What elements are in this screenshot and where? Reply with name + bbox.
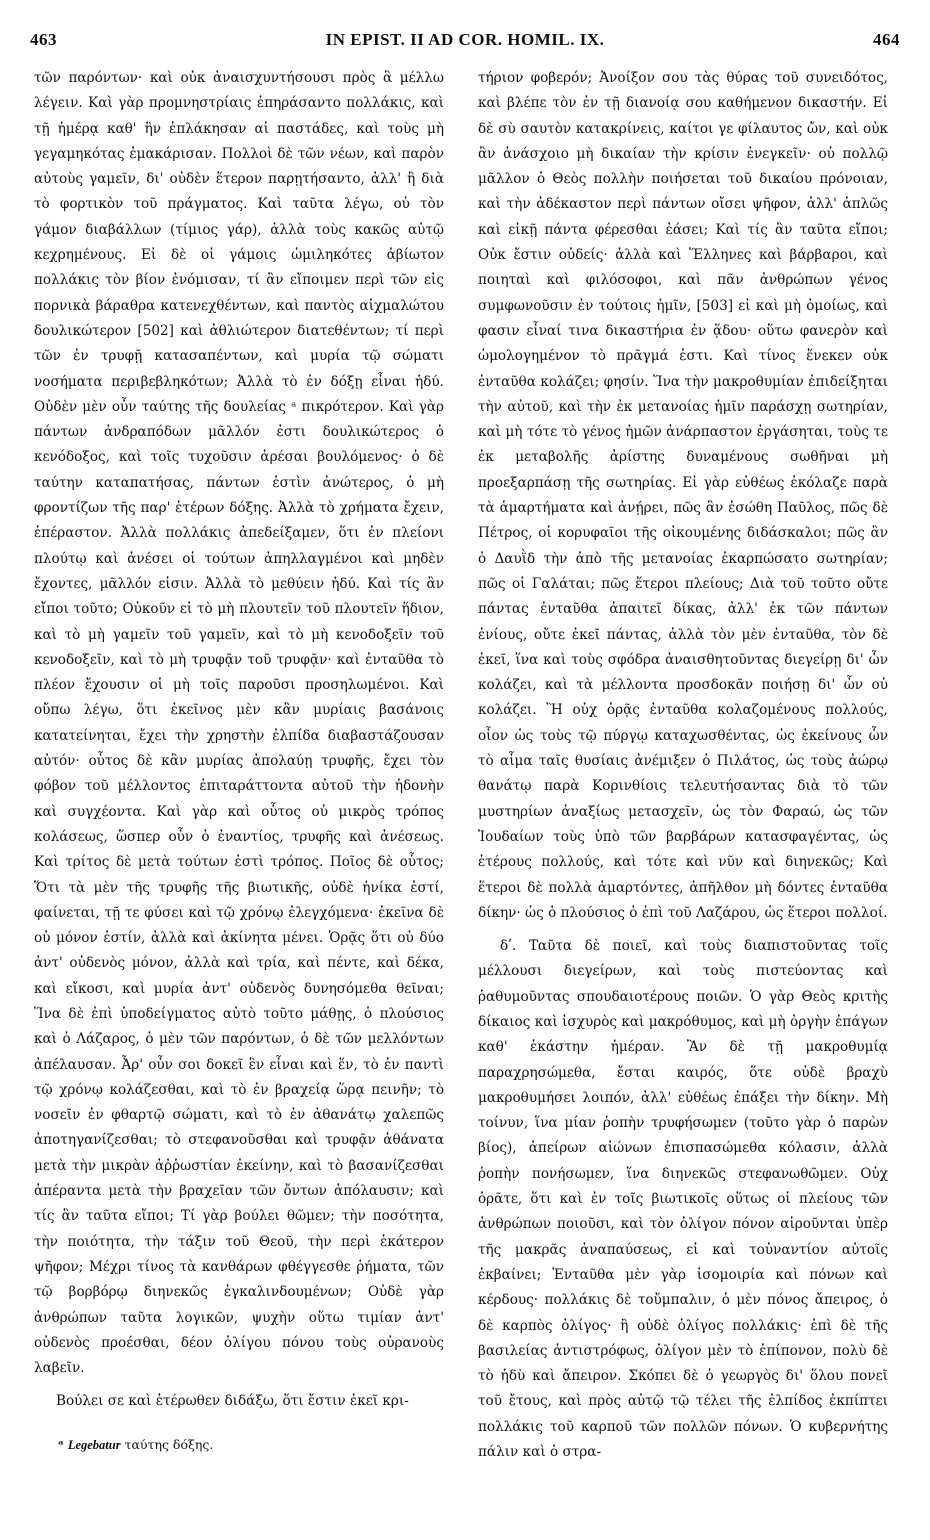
footnote-latin: Legebatur	[67, 1438, 121, 1452]
right-paragraph-1: τήριον φοβερόν; Ἀνοίξον σου τὰς θύρας τοῦ συνειδότος, καὶ βλέπε τὸν ἐν τῇ διανοίᾳ σου καθήμενον δικαστήν. Εἰ δὲ σὺ σαυτὸν κατακρίνεις, καίτοι γε φίλαυτος ὤν, καὶ οὐκ ἂν ἀνάσχοιο μὴ δικαίαν τὴν κρίσιν ἐνεγκεῖν· οὐ πολλῷ μᾶλλον ὁ Θεὸς πολλὴν ποιήσεται τοῦ δικαίου πρόνοιαν, καὶ τὴν ἀδέκαστον περὶ πάντων οἴσει ψῆφον, ἀλλ' ἁπλῶς καὶ εἰκῇ πάντα φέρεσθαι ἐάσει; Καὶ τίς ἂν ταῦτα εἴποι; Οὐκ ἔστιν οὐδείς· ἀλλὰ καὶ Ἕλληνες καὶ βάρβαροι, καὶ ποιηταὶ καὶ φιλόσοφοι, καὶ πᾶν ἀνθρώπων γένος συμφωνοῦσιν ἐν τούτοις ἡμῖν, [503] εἰ καὶ μὴ ὁμοίως, καὶ φασιν εἶναί τινα δικαστήρια ἐν ᾅδου· οὕτω φανερὸν καὶ ὡμολογημένον τὸ πρᾶγμά ἐστι. Καὶ τίνος ἕνεκεν οὐκ ἐνταῦθα κολάζει; φησίν. Ἵνα τὴν μακροθυμίαν ἐπιδείξηται τὴν αὐτοῦ, καὶ τὴν ἐκ μετανοίας ἡμῖν παράσχῃ σωτηρίαν, καὶ μὴ τότε τὸ γένος ἡμῶν ἀνάρπαστον ἐργάσηται, τοὺς τε ἐκ μεταβολῆς ἀρίστης δυναμένους σωθῆναι μὴ προεξαρπάσῃ τῆς σωτηρίας. Εἰ γὰρ εὐθέως ἐκόλαζε παρὰ τὰ ἁμαρτήματα καὶ ἀνῄρει, πῶς ἂν ἐσώθη Παῦλος, πῶς δὲ Πέτρος, οἱ κορυφαῖοι τῆς οἰκουμένης διδάσκαλοι; πῶς ἂν ὁ Δαυῒδ τὴν ἀπὸ τῆς μετανοίας ἐκαρπώσατο σωτηρίαν; πῶς οἱ Γαλάται; πῶς ἕτεροι πλείους; Διὰ τοῦ τοῦτο οὔτε πάντας ἐνταῦθα ἀπαιτεῖ δίκας, ἀλλ' ἐκ τῶν πάντων ἐνίους, οὔτε ἐκεῖ πάντας, ἀλλὰ τὸν μὲν ἐνταῦθα, τὸν δὲ ἐκεῖ, ἵνα καὶ τοὺς σφόδρα ἀναισθητοῦντας διεγείρῃ δι' ὧν κολάζει, καὶ τὰ μέλλοντα προσδοκᾶν ποιήσῃ δι' ὧν οὐ κολάζει. Ἢ οὐχ ὁρᾷς ἐνταῦθα κολαζομένους πολλούς, οἷον ὡς τοὺς τῷ πύργῳ καταχωσθέντας, ὡς ἐκείνους ὧν τὸ αἷμα ταῖς θυσίαις ἀνέμιξεν ὁ Πιλάτος, ὡς τοὺς ἀώρῳ θανάτῳ παρὰ Κορινθίοις τελευτήσαντας διὰ τὸ τῶν μυστηρίων ἀναξίως μετασχεῖν, ὡς τὸν Φαραώ, ὡς τῶν Ἰουδαίων τοὺς ὑπὸ τῶν βαρβάρων κατασφαγέντας, ὡς ἑτέρους πολλούς, καὶ τότε καὶ νῦν καὶ διηνεκῶς; Καὶ ἕτεροι δὲ πολλὰ ἁμαρτόντες, ἀπῆλθον μὴ δόντες ἐνταῦθα δίκην· ὡς ὁ πλούσιος ὁ ἐπὶ τοῦ Λαζάρου, ὡς ἕτεροι πολλοί.	[478, 70, 888, 921]
right-column	[478, 66, 888, 1465]
footnote	[58, 1436, 438, 1454]
page-number-right: 464	[873, 30, 900, 49]
right-paragraph-2: δʹ. Ταῦτα δὲ ποιεῖ, καὶ τοὺς διαπιστοῦντας τοῖς μέλλουσι διεγείρων, καὶ τοὺς πιστεύοντας καὶ ῥαθυμοῦντας σπουδαιοτέρους ποιῶν. Ὁ γὰρ Θεὸς κριτὴς δίκαιος καὶ ἰσχυρὸς καὶ μακρόθυμος, καὶ μὴ ὀργὴν ἐπάγων καθ' ἑκάστην ἡμέραν. Ἂν δὲ τῇ μακροθυμίᾳ παραχρησώμεθα, ἔσται καιρός, ὅτε οὐδὲ βραχὺ μακροθυμήσει λοιπόν, ἀλλ' εὐθέως ἐπάξει τὴν δίκην. Μὴ τοίνυν, ἵνα μίαν ῥοπὴν τρυφήσωμεν (τοῦτο γὰρ ὁ παρὼν βίος), ἀπείρων αἰώνων ἐπισπασώμεθα κόλασιν, ἀλλὰ ῥοπὴν πονήσωμεν, ἵνα διηνεκῶς στεφανωθῶμεν. Οὐχ ὁρᾶτε, ὅτι καὶ ἐν τοῖς βιωτικοῖς οὕτως οἱ πλείους τῶν ἀνθρώπων ποιοῦσι, καὶ τὸν ὀλίγον πόνον αἱροῦνται ὑπὲρ τῆς μακρᾶς ἀναπαύσεως, εἰ καὶ τοὐναντίον αὐτοῖς ἐκβαίνει; Ἐνταῦθα μὲν γὰρ ἰσομοιρία καὶ πόνων καὶ κέρδους· πολλάκις δὲ τοὔμπαλιν, ὁ μὲν πόνος ἄπειρος, ὁ δὲ καρπὸς ὀλίγος· ἢ οὐδὲ ὀλίγος πολλάκις· ἐπὶ δὲ τῆς βασιλείας ἀντιστρόφως, ὀλίγον μὲν τὸ ἐπίπονον, πολὺ δὲ τὸ ἡδὺ καὶ ἄπειρον. Σκόπει δὲ ὁ γεωργὸς δι' ὅλου πονεῖ τοῦ ἔτους, καὶ πρὸς αὐτῷ τῷ τέλει τῆς ἐλπίδος ἐκπίπτει πολλάκις τοῦ καρποῦ τῶν πολλῶν πόνων. Ὁ κυβερνήτης πάλιν καὶ ὁ στρα-	[478, 938, 888, 1461]
running-title: IN EPIST. II AD COR. HOMIL. IX.	[325, 30, 605, 49]
running-head	[30, 30, 900, 54]
footnote-mark: ᵃ	[58, 1437, 64, 1452]
page-number-left: 463	[30, 30, 57, 49]
left-column	[34, 66, 444, 1415]
footnote-greek: ταύτης δόξης.	[124, 1437, 214, 1452]
left-paragraph-2: Βούλει σε καὶ ἑτέρωθεν διδάξω, ὅτι ἔστιν ἐκεῖ κρι-	[56, 1393, 409, 1410]
left-paragraph-1: τῶν παρόντων· καὶ οὐκ ἀναισχυντήσουσι πρὸς ἃ μέλλω λέγειν. Καὶ γὰρ προμνηστρίαις ἐπηράσαντο πολλάκις, καὶ τῇ ἡμέρᾳ καθ' ἣν ἐπλάκησαν αἱ παστάδες, καὶ τοὺς μὴ γεγαμηκότας ἐμακάρισαν. Πολλοὶ δὲ τῶν νέων, καὶ παρὸν αὐτοὺς γαμεῖν, δι' οὐδὲν ἕτερον παρῃτήσαντο, ἀλλ' ἢ διὰ τὸ φορτικὸν τοῦ πράγματος. Καὶ ταῦτα λέγω, οὐ τὸν γάμον διαβάλλων (τίμιος γάρ), ἀλλὰ τοὺς κακῶς αὐτῷ κεχρημένους. Εἰ δὲ οἱ γάμοις ὡμιληκότες ἀβίωτον πολλάκις τὸν βίον ἐνόμισαν, τί ἂν εἴποιμεν περὶ τῶν εἰς πορνικὰ βάραθρα κατενεχθέντων, καὶ παντὸς αἰχμαλώτου δουλικώτερον [502] καὶ ἀθλιώτερον διατεθέντων; τί περὶ τῶν ἐν τρυφῇ κατασαπέντων, καὶ μυρία τῷ σώματι νοσήματα περιβεβληκότων; Ἀλλὰ τὸ ἐν δόξῃ εἶναι ἡδύ. Οὐδὲν μὲν οὖν ταύτης τῆς δουλείας ᵃ πικρότερον. Καὶ γὰρ πάντων ἀνδραπόδων μᾶλλόν ἐστι δουλικώτερος ὁ κενόδοξος, καὶ τοῖς τυχοῦσιν ἀρέσαι βουλόμενος· ὁ δὲ ταύτην καταπατήσας, πάντων ἐστὶν ἀνώτερος, ὁ μὴ φροντίζων τῆς παρ' ἑτέρων δόξης. Ἀλλὰ τὸ χρήματα ἔχειν, ἐπέραστον. Ἀλλὰ πολλάκις ἀπεδείξαμεν, ὅτι ἐν πλείονι πλούτῳ καὶ ἀνέσει οἱ τούτων ἀπηλλαγμένοι καὶ μηδὲν ἔχοντες, μᾶλλόν εἰσιν. Ἀλλὰ τὸ μεθύειν ἡδύ. Καὶ τίς ἂν εἴποι τοῦτο; Οὐκοῦν εἰ τὸ μὴ πλουτεῖν τοῦ πλουτεῖν ἥδιον, καὶ τὸ μὴ γαμεῖν τοῦ γαμεῖν, καὶ τὸ μὴ κενοδοξεῖν τοῦ κενοδοξεῖν, καὶ τὸ μὴ τρυφᾷν τοῦ τρυφᾷν· καὶ ἐνταῦθα τὸ πλέον ἔχουσιν οἱ μὴ τοῖς παροῦσι προσηλωμένοι. Καὶ οὔπω λέγω, ὅτι ἐκεῖνος μὲν κἂν μυρίαις βασάνοις κατατείνηται, ἔχει τὴν χρηστὴν ἐλπίδα διαβαστάζουσαν αὐτόν· οὗτος δὲ κἂν μυρίας ἀπολαύῃ τρυφῆς, ἔχει τὸν φόβον τοῦ μέλλοντος ἐπιταράττοντα αὐτοῦ τὴν ἡδονὴν καὶ συγχέοντα. Καὶ γὰρ καὶ οὗτος οὐ μικρὸς τρόπος κολάσεως, ὥσπερ οὖν ὁ ἐναντίος, τρυφῆς καὶ ἀνέσεως. Καὶ τρίτος δὲ μετὰ τούτων ἐστὶ τρόπος. Ποῖος δὲ οὗτος; Ὅτι τὰ μὲν τῆς τρυφῆς τῆς βιωτικῆς, οὐδὲ ἡνίκα ἐστί, φαίνεται, τῇ τε φύσει καὶ τῷ χρόνῳ ἐλεγχόμενα· ἐκεῖνα δὲ οὐ μόνον ἐστίν, ἀλλὰ καὶ ἀκίνητα μένει. Ὁρᾷς ὅτι οὐ δύο ἀντ' οὐδενὸς μόνον, ἀλλὰ καὶ τρία, καὶ πέντε, καὶ δέκα, καὶ εἴκοσι, καὶ μυρία ἀντ' οὐδενὸς δυνησόμεθα θεῖναι; Ἵνα δὲ ἐπὶ ὑποδείγματος αὐτὸ τοῦτο μάθῃς, ὁ πλούσιος καὶ ὁ Λάζαρος, ὁ μὲν τῶν παρόντων, ὁ δὲ τῶν μελλόντων ἀπέλαυσαν. Ἆρ' οὖν σοι δοκεῖ ἓν εἶναι καὶ ἕν, τὸ ἐν παντὶ τῷ χρόνῳ κολάζεσθαι, καὶ τὸ ἐν βραχείᾳ ὥρᾳ πεινῆν; τὸ νοσεῖν ἐν φθαρτῷ σώματι, καὶ τὸ ἐν ἀθανάτῳ χαλεπῶς ἀποτηγανίζεσθαι; τὸ στεφανοῦσθαι καὶ τρυφᾷν ἀθάνατα μετὰ τὴν μικρὰν ἀῤῥωστίαν ἐκείνην, καὶ τὸ βασανίζεσθαι ἀπέραντα μετὰ τὴν βραχεῖαν τῶν ὄντων ἀπόλαυσιν; καὶ τίς ἂν ταῦτα εἴποι; Τί γὰρ βούλει θῶμεν; τὴν ποσότητα, τὴν ποιότητα, τὴν τάξιν τοῦ Θεοῦ, τὴν περὶ ἑκάτερον ψῆφον; Μέχρι τίνος τὰ κανθάρων φθέγγεσθε ῥήματα, τῶν τῷ βορβόρῳ διηνεκῶς ἐγκαλινδουμένων; Οὐδὲ γὰρ ἀνθρώπων ταῦτα λογικῶν, ψυχὴν οὕτω τιμίαν ἀντ' οὐδενὸς προέσθαι, δέον ὀλίγου πόνου τοὺς οὐρανοὺς λαβεῖν.	[34, 70, 444, 1377]
